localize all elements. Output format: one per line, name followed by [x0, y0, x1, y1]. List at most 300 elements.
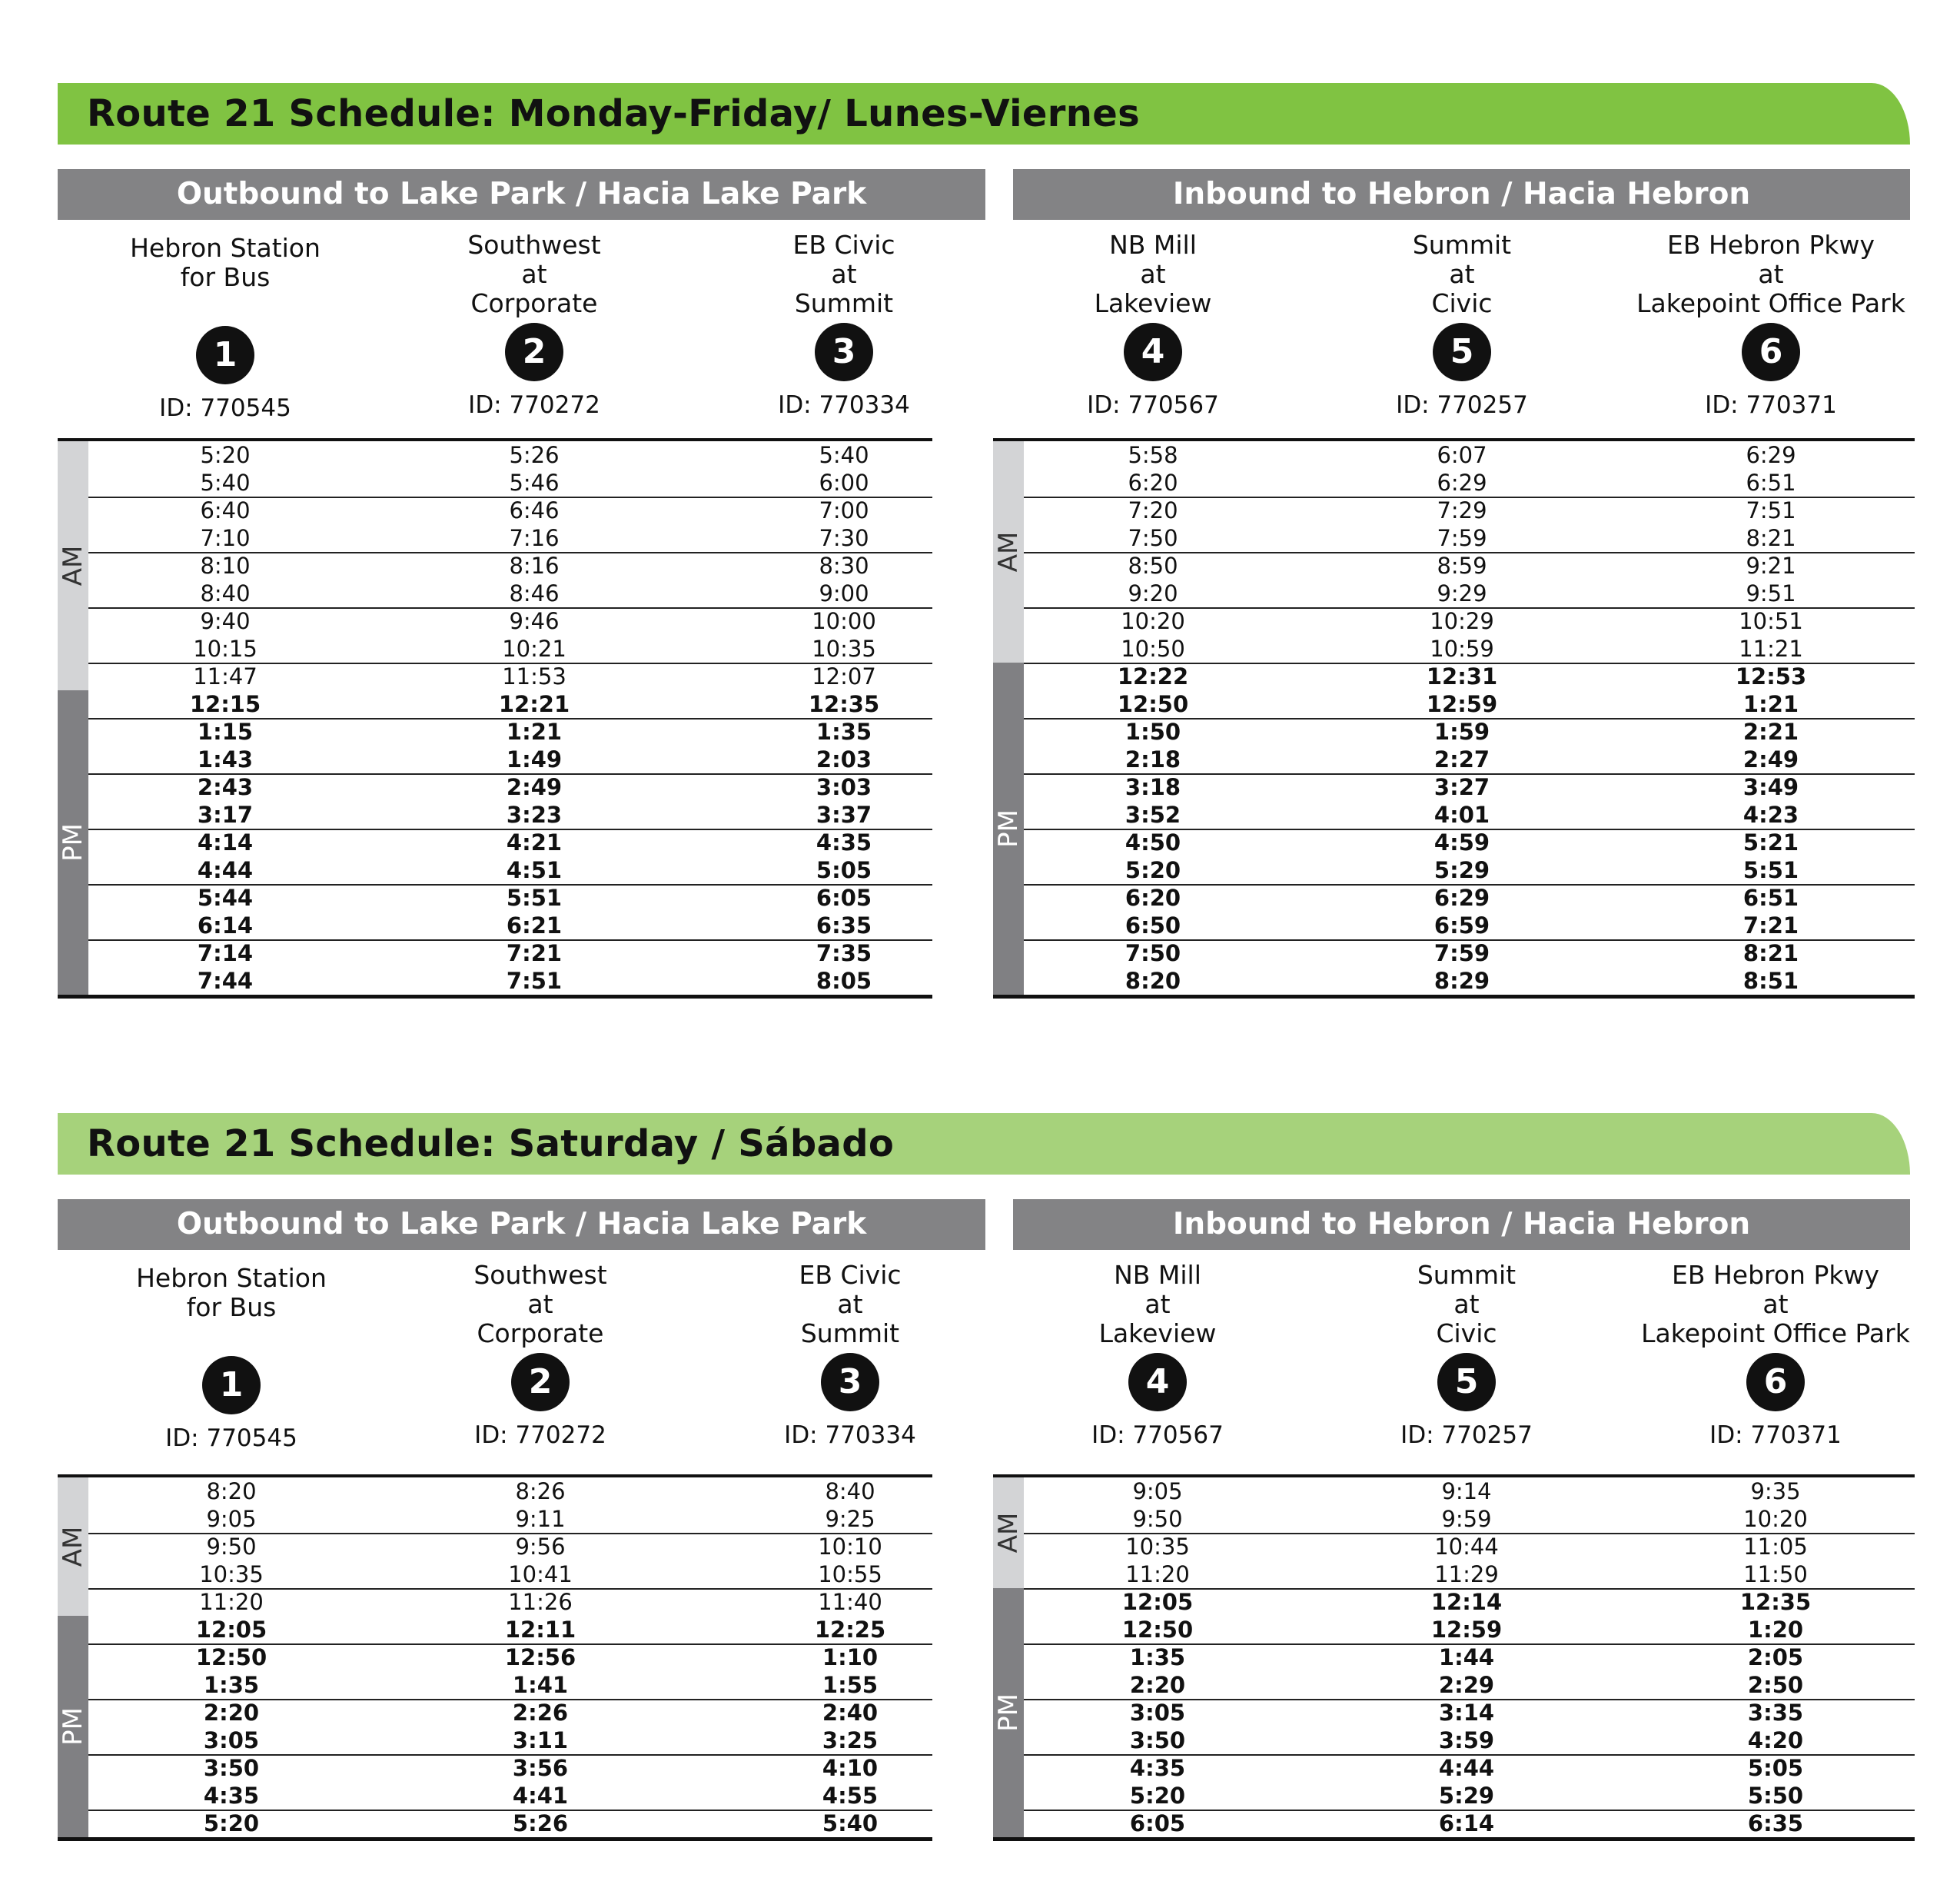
- time-cell: 9:35: [1750, 1478, 1801, 1504]
- stop-name: [698, 231, 990, 318]
- time-cell: 11:53: [502, 663, 566, 690]
- time-cell: 2:49: [506, 774, 563, 800]
- time-cell: 1:21: [506, 719, 563, 745]
- stop-name-line: at: [1144, 1289, 1171, 1319]
- stop-name-line: at: [831, 259, 857, 289]
- time-cell: 12:22: [1117, 663, 1189, 690]
- time-cell: 8:51: [1742, 968, 1799, 994]
- time-cell: 6:50: [1125, 912, 1181, 939]
- time-cell: 6:51: [1742, 885, 1799, 911]
- table-row: [88, 1505, 932, 1534]
- time-cell: 7:59: [1437, 525, 1487, 551]
- time-cell: 11:29: [1434, 1561, 1499, 1587]
- time-cell: 10:41: [508, 1561, 573, 1587]
- time-cell: 6:00: [819, 470, 869, 496]
- time-cell: 4:01: [1433, 802, 1490, 828]
- time-cell: 7:59: [1433, 940, 1490, 966]
- table-row: [88, 939, 932, 967]
- stop-name-line: EB Hebron Pkwy: [1666, 230, 1875, 260]
- time-cell: 10:55: [818, 1561, 882, 1587]
- stop-name-line: Summit: [794, 288, 894, 318]
- time-cell: 8:21: [1746, 525, 1796, 551]
- time-cell: 3:05: [1129, 1700, 1186, 1726]
- stop-name-line: at: [1758, 259, 1784, 289]
- stop-number-badge: 3: [821, 1353, 879, 1411]
- time-cell: 9:51: [1746, 580, 1796, 607]
- time-cell: 5:40: [200, 470, 251, 496]
- stop-name-line: at: [1453, 1289, 1480, 1319]
- stop-number-badge: 4: [1124, 323, 1182, 381]
- time-cell: 3:49: [1742, 774, 1799, 800]
- time-cell: 1:35: [816, 719, 872, 745]
- table-row: [88, 663, 932, 690]
- time-cell: 2:20: [203, 1700, 260, 1726]
- time-cell: 12:11: [504, 1617, 576, 1643]
- pm-period-band: [993, 1588, 1024, 1837]
- time-cell: 3:50: [203, 1755, 260, 1781]
- time-cell: 5:29: [1433, 857, 1490, 883]
- table-row: [88, 912, 932, 941]
- time-cell: 9:40: [200, 608, 251, 634]
- stop-id: ID: 770334: [784, 1421, 916, 1449]
- time-cell: 1:50: [1125, 719, 1181, 745]
- table-row: [1024, 829, 1915, 856]
- time-cell: 5:05: [816, 857, 872, 883]
- time-cell: 8:26: [515, 1478, 566, 1504]
- stop-number-badge: 4: [1128, 1353, 1187, 1411]
- time-cell: 5:46: [509, 470, 560, 496]
- stop-header-4: [1007, 231, 1299, 420]
- time-cell: 5:26: [512, 1810, 569, 1836]
- stop-id: ID: 770334: [778, 391, 910, 419]
- stop-name-line: at: [521, 259, 547, 289]
- time-cell: 10:50: [1121, 636, 1185, 662]
- time-cell: 2:03: [816, 746, 872, 773]
- time-cell: 8:29: [1433, 968, 1490, 994]
- time-cell: 12:35: [808, 691, 880, 717]
- time-cell: 8:46: [509, 580, 560, 607]
- section-title: Route 21 Schedule: Saturday / Sábado: [58, 1113, 1910, 1175]
- time-cell: 1:20: [1747, 1617, 1804, 1643]
- stop-id: ID: 770545: [159, 394, 291, 422]
- time-cell: 4:10: [822, 1755, 879, 1781]
- time-cell: 5:40: [819, 442, 869, 468]
- time-cell: 2:20: [1129, 1672, 1186, 1698]
- time-cell: 1:35: [1129, 1644, 1186, 1670]
- time-cell: 11:20: [199, 1589, 264, 1615]
- time-cell: 6:51: [1746, 470, 1796, 496]
- stop-name-line: Lakeview: [1094, 288, 1212, 318]
- stop-header-6: [1625, 231, 1917, 420]
- time-cell: 7:51: [1746, 497, 1796, 523]
- table-row: [1024, 1643, 1915, 1671]
- am-label: AM: [993, 531, 1024, 573]
- stop-name: [704, 1261, 996, 1348]
- stop-name-line: Civic: [1436, 1318, 1497, 1348]
- time-cell: 7:50: [1125, 940, 1181, 966]
- stop-header-3: [698, 231, 990, 420]
- pm-period-band: [58, 690, 88, 995]
- table-row: [1024, 635, 1915, 664]
- stop-name: [1625, 231, 1917, 318]
- time-cell: 8:21: [1742, 940, 1799, 966]
- time-cell: 5:58: [1128, 442, 1178, 468]
- time-cell: 4:21: [506, 829, 563, 856]
- time-cell: 3:27: [1433, 774, 1490, 800]
- time-cell: 1:43: [197, 746, 254, 773]
- time-cell: 10:20: [1743, 1506, 1808, 1532]
- time-cell: 1:55: [822, 1672, 879, 1698]
- time-cell: 2:40: [822, 1700, 879, 1726]
- time-cell: 9:59: [1441, 1506, 1492, 1532]
- stop-name-line: at: [1762, 1289, 1789, 1319]
- time-cell: 9:21: [1746, 553, 1796, 579]
- time-cell: 12:50: [195, 1644, 267, 1670]
- time-cell: 3:05: [203, 1727, 260, 1753]
- time-cell: 11:40: [818, 1589, 882, 1615]
- stop-header-1: [85, 1261, 377, 1453]
- table-row: [88, 1533, 932, 1560]
- time-cell: 3:18: [1125, 774, 1181, 800]
- time-cell: 11:47: [193, 663, 257, 690]
- time-cell: 1:21: [1742, 691, 1799, 717]
- table-row: [1024, 1810, 1915, 1837]
- time-cell: 2:05: [1747, 1644, 1804, 1670]
- table-row: [88, 441, 932, 469]
- outbound-timetable: [58, 1474, 932, 1841]
- time-cell: 1:35: [203, 1672, 260, 1698]
- time-cell: 2:29: [1438, 1672, 1495, 1698]
- time-cell: 3:37: [816, 802, 872, 828]
- stop-number-badge: 6: [1742, 323, 1800, 381]
- time-cell: 3:14: [1438, 1700, 1495, 1726]
- table-row: [88, 1671, 932, 1700]
- table-row: [1024, 690, 1915, 720]
- table-row: [88, 1810, 932, 1837]
- time-cell: 1:10: [822, 1644, 879, 1670]
- table-row: [1024, 1533, 1915, 1560]
- time-cell: 3:35: [1747, 1700, 1804, 1726]
- stop-name: [1629, 1261, 1922, 1348]
- stop-name-line: Lakeview: [1098, 1318, 1217, 1348]
- time-cell: 6:40: [200, 497, 251, 523]
- time-cell: 10:29: [1430, 608, 1494, 634]
- table-row: [88, 1560, 932, 1590]
- table-row: [1024, 718, 1915, 746]
- time-cell: 10:00: [812, 608, 876, 634]
- time-cell: 6:59: [1433, 912, 1490, 939]
- time-cell: 7:44: [197, 968, 254, 994]
- time-cell: 5:20: [1125, 857, 1181, 883]
- table-row: [88, 718, 932, 746]
- time-cell: 8:10: [200, 553, 251, 579]
- stop-name-line: Hebron Station: [130, 233, 321, 263]
- inbound-timetable: [993, 438, 1915, 999]
- table-row: [88, 1588, 932, 1616]
- time-cell: 7:29: [1437, 497, 1487, 523]
- time-cell: 8:59: [1437, 553, 1487, 579]
- time-cell: 12:25: [814, 1617, 886, 1643]
- time-cell: 10:59: [1430, 636, 1494, 662]
- time-cell: 8:20: [206, 1478, 257, 1504]
- time-cell: 4:55: [822, 1783, 879, 1809]
- stop-header-2: [388, 231, 680, 420]
- stop-id: ID: 770272: [474, 1421, 606, 1449]
- time-cell: 3:11: [512, 1727, 569, 1753]
- time-cell: 10:21: [502, 636, 566, 662]
- time-cell: 5:50: [1747, 1783, 1804, 1809]
- stop-name: [1012, 1261, 1304, 1348]
- time-cell: 8:40: [200, 580, 251, 607]
- time-cell: 6:29: [1433, 885, 1490, 911]
- time-cell: 9:56: [515, 1534, 566, 1560]
- time-cell: 4:50: [1125, 829, 1181, 856]
- stop-name-line: Hebron Station: [136, 1263, 327, 1293]
- time-cell: 12:35: [1739, 1589, 1812, 1615]
- table-row: [1024, 1588, 1915, 1616]
- time-cell: 9:50: [206, 1534, 257, 1560]
- table-row: [1024, 939, 1915, 967]
- time-cell: 3:17: [197, 802, 254, 828]
- table-row: [88, 1782, 932, 1811]
- table-row: [1024, 441, 1915, 469]
- time-cell: 2:50: [1747, 1672, 1804, 1698]
- stop-name-line: Summit: [800, 1318, 900, 1348]
- time-cell: 5:21: [1742, 829, 1799, 856]
- time-cell: 2:43: [197, 774, 254, 800]
- time-cell: 6:29: [1437, 470, 1487, 496]
- table-row: [1024, 663, 1915, 690]
- outbound-timetable: [58, 438, 932, 999]
- time-cell: 8:40: [825, 1478, 875, 1504]
- time-cell: 5:51: [1742, 857, 1799, 883]
- stop-name-line: Corporate: [477, 1318, 604, 1348]
- stop-id: ID: 770257: [1396, 391, 1528, 419]
- time-cell: 3:50: [1129, 1727, 1186, 1753]
- table-row: [1024, 1505, 1915, 1534]
- table-row: [1024, 580, 1915, 609]
- time-cell: 4:44: [1438, 1755, 1495, 1781]
- time-cell: 1:49: [506, 746, 563, 773]
- inbound-direction-header: Inbound to Hebron / Hacia Hebron: [1013, 1199, 1910, 1250]
- am-label: AM: [58, 545, 88, 587]
- time-cell: 12:31: [1426, 663, 1498, 690]
- table-row: [88, 635, 932, 664]
- time-cell: 12:14: [1430, 1589, 1503, 1615]
- stop-name-line: Corporate: [470, 288, 598, 318]
- time-cell: 4:51: [506, 857, 563, 883]
- time-cell: 5:20: [203, 1810, 260, 1836]
- time-cell: 5:05: [1747, 1755, 1804, 1781]
- time-cell: 6:07: [1437, 442, 1487, 468]
- stop-name-line: Southwest: [467, 230, 601, 260]
- time-cell: 9:25: [825, 1506, 875, 1532]
- time-cell: 2:27: [1433, 746, 1490, 773]
- table-row: [88, 497, 932, 524]
- time-cell: 7:21: [506, 940, 563, 966]
- time-cell: 6:05: [1129, 1810, 1186, 1836]
- time-cell: 9:46: [509, 608, 560, 634]
- time-cell: 3:25: [822, 1727, 879, 1753]
- time-cell: 1:44: [1438, 1644, 1495, 1670]
- time-cell: 9:14: [1441, 1478, 1492, 1504]
- time-cell: 12:59: [1430, 1617, 1503, 1643]
- table-row: [88, 1616, 932, 1645]
- inbound-timetable: [993, 1474, 1915, 1841]
- table-row: [88, 1477, 932, 1505]
- time-cell: 4:35: [203, 1783, 260, 1809]
- stop-id: ID: 770257: [1400, 1421, 1533, 1449]
- table-row: [1024, 1671, 1915, 1700]
- time-cell: 7:51: [506, 968, 563, 994]
- time-cell: 7:16: [509, 525, 560, 551]
- table-row: [88, 746, 932, 775]
- stop-header-1: [79, 231, 371, 423]
- table-row: [88, 884, 932, 912]
- table-row: [1024, 967, 1915, 995]
- time-cell: 9:29: [1437, 580, 1487, 607]
- stop-id: ID: 770272: [468, 391, 600, 419]
- time-cell: 8:20: [1125, 968, 1181, 994]
- stop-number-badge: 1: [202, 1356, 261, 1414]
- am-period-band: [58, 1477, 88, 1616]
- time-cell: 12:05: [1121, 1589, 1194, 1615]
- time-cell: 1:59: [1433, 719, 1490, 745]
- stop-id: ID: 770567: [1087, 391, 1219, 419]
- table-row: [88, 607, 932, 635]
- stop-name-line: EB Civic: [792, 230, 895, 260]
- stop-id: ID: 770371: [1709, 1421, 1842, 1449]
- time-cell: 5:20: [200, 442, 251, 468]
- table-row: [88, 552, 932, 580]
- am-period-band: [993, 1477, 1024, 1588]
- stop-name: [79, 231, 371, 321]
- pm-label: PM: [993, 809, 1024, 848]
- am-label: AM: [58, 1526, 88, 1567]
- time-cell: 7:00: [819, 497, 869, 523]
- time-cell: 12:15: [189, 691, 261, 717]
- time-cell: 5:26: [509, 442, 560, 468]
- time-cell: 8:30: [819, 553, 869, 579]
- table-row: [1024, 1616, 1915, 1645]
- time-cell: 12:59: [1426, 691, 1498, 717]
- table-row: [1024, 912, 1915, 941]
- table-row: [1024, 1699, 1915, 1726]
- time-cell: 11:50: [1743, 1561, 1808, 1587]
- time-cell: 6:35: [1747, 1810, 1804, 1836]
- table-row: [1024, 552, 1915, 580]
- stop-name-line: for Bus: [180, 262, 271, 292]
- time-cell: 7:14: [197, 940, 254, 966]
- am-period-band: [58, 441, 88, 690]
- time-cell: 7:50: [1128, 525, 1178, 551]
- stop-name-line: Summit: [1417, 1260, 1517, 1290]
- time-cell: 9:20: [1128, 580, 1178, 607]
- pm-label: PM: [58, 1707, 88, 1746]
- table-row: [88, 1726, 932, 1756]
- stop-header-2: [394, 1261, 686, 1450]
- time-cell: 10:35: [199, 1561, 264, 1587]
- section-title: Route 21 Schedule: Monday-Friday/ Lunes-Viernes: [58, 83, 1910, 145]
- table-row: [1024, 746, 1915, 775]
- time-cell: 12:50: [1117, 691, 1189, 717]
- table-row: [1024, 773, 1915, 801]
- inbound-direction-header: Inbound to Hebron / Hacia Hebron: [1013, 169, 1910, 220]
- time-cell: 6:14: [1438, 1810, 1495, 1836]
- stop-name-line: Civic: [1431, 288, 1493, 318]
- stop-name: [388, 231, 680, 318]
- table-row: [1024, 801, 1915, 830]
- stop-name-line: at: [1140, 259, 1166, 289]
- time-cell: 3:23: [506, 802, 563, 828]
- pm-label: PM: [993, 1693, 1024, 1732]
- stop-header-5: [1321, 1261, 1613, 1450]
- time-cell: 10:35: [812, 636, 876, 662]
- time-cell: 3:59: [1438, 1727, 1495, 1753]
- table-row: [1024, 1754, 1915, 1782]
- time-cell: 11:05: [1743, 1534, 1808, 1560]
- time-cell: 10:51: [1739, 608, 1803, 634]
- stop-name-line: at: [527, 1289, 553, 1319]
- pm-period-band: [993, 663, 1024, 995]
- stop-name-line: Lakepoint Office Park: [1636, 288, 1905, 318]
- stop-name: [85, 1261, 377, 1351]
- time-cell: 2:21: [1742, 719, 1799, 745]
- time-cell: 12:05: [195, 1617, 267, 1643]
- time-cell: 8:16: [509, 553, 560, 579]
- stop-header-6: [1629, 1261, 1922, 1450]
- table-row: [1024, 1726, 1915, 1756]
- time-cell: 9:00: [819, 580, 869, 607]
- time-cell: 5:51: [506, 885, 563, 911]
- stop-number-badge: 2: [505, 323, 563, 381]
- time-cell: 4:14: [197, 829, 254, 856]
- time-cell: 4:59: [1433, 829, 1490, 856]
- time-cell: 2:18: [1125, 746, 1181, 773]
- time-cell: 6:20: [1125, 885, 1181, 911]
- table-row: [88, 690, 932, 720]
- time-cell: 7:10: [200, 525, 251, 551]
- time-cell: 4:35: [1129, 1755, 1186, 1781]
- table-row: [1024, 1782, 1915, 1811]
- time-cell: 11:26: [508, 1589, 573, 1615]
- stop-number-badge: 3: [815, 323, 873, 381]
- time-cell: 3:56: [512, 1755, 569, 1781]
- time-cell: 4:20: [1747, 1727, 1804, 1753]
- stop-name: [1321, 1261, 1613, 1348]
- outbound-direction-header: Outbound to Lake Park / Hacia Lake Park: [58, 169, 985, 220]
- stop-name: [1316, 231, 1608, 318]
- stop-name: [394, 1261, 686, 1348]
- stop-number-badge: 2: [511, 1353, 570, 1411]
- am-period-band: [993, 441, 1024, 663]
- table-row: [88, 1754, 932, 1782]
- time-cell: 7:30: [819, 525, 869, 551]
- stop-header-3: [704, 1261, 996, 1450]
- time-cell: 7:35: [816, 940, 872, 966]
- stop-name-line: for Bus: [186, 1292, 277, 1322]
- table-row: [88, 967, 932, 995]
- stop-id: ID: 770567: [1091, 1421, 1224, 1449]
- table-row: [88, 801, 932, 830]
- stop-header-4: [1012, 1261, 1304, 1450]
- time-cell: 6:20: [1128, 470, 1178, 496]
- time-cell: 10:20: [1121, 608, 1185, 634]
- time-cell: 2:49: [1742, 746, 1799, 773]
- table-row: [1024, 607, 1915, 635]
- pm-period-band: [58, 1616, 88, 1837]
- time-cell: 6:05: [816, 885, 872, 911]
